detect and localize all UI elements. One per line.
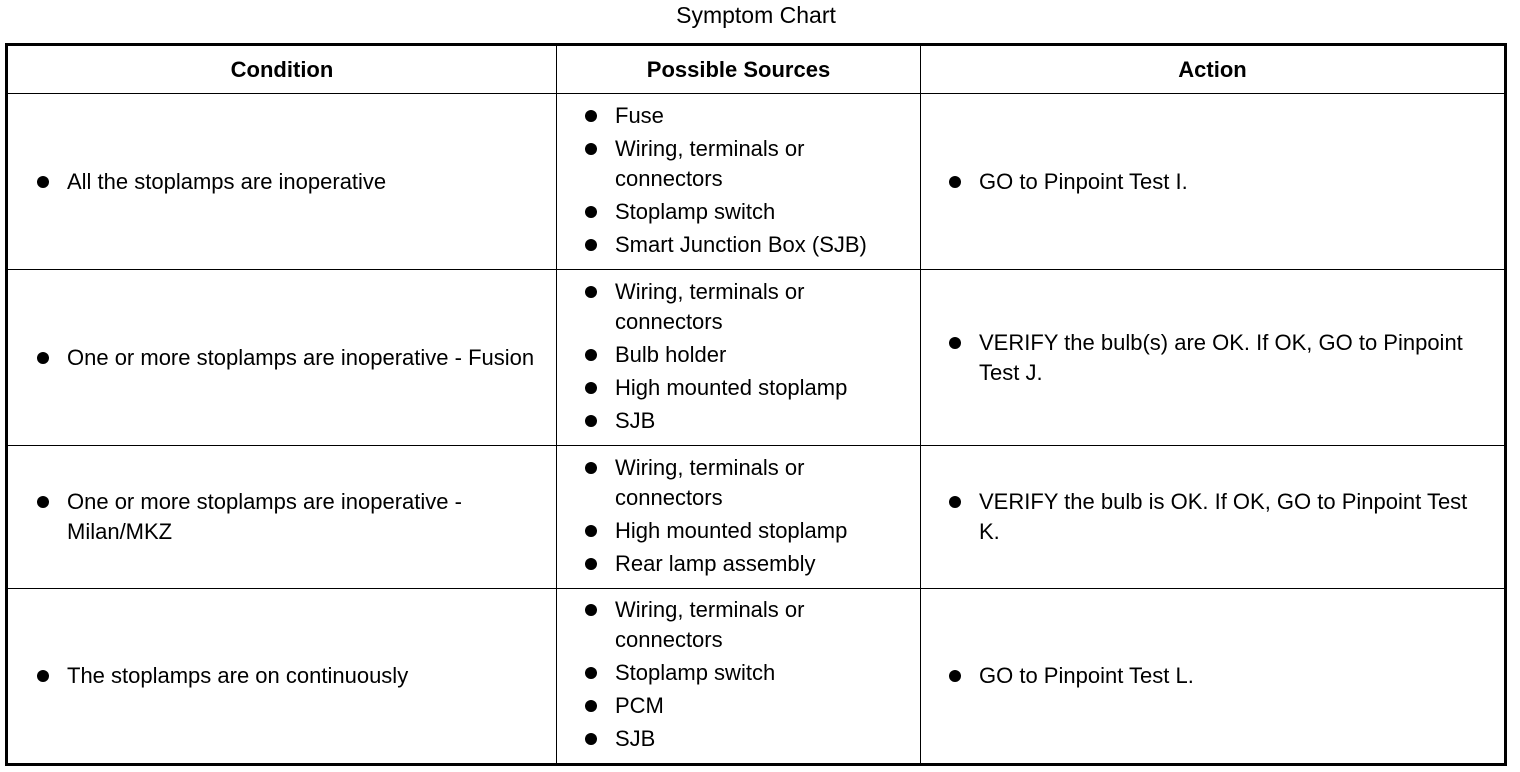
condition-cell [7, 446, 557, 589]
action-cell [921, 94, 1506, 270]
bullet-icon [585, 286, 597, 298]
list-item [67, 167, 536, 197]
condition-text: One or more stoplamps are inoperative - Fusion [67, 344, 535, 370]
source-text: SJB [615, 726, 656, 751]
header-condition: Condition [7, 45, 557, 94]
action-cell [921, 589, 1506, 765]
bullet-icon [949, 496, 961, 508]
table-row [7, 270, 1506, 446]
bullet-icon [37, 496, 49, 508]
list-item [615, 134, 910, 194]
symptom-chart-table [5, 43, 1507, 766]
list-item [67, 343, 536, 373]
condition-text: All the stoplamps are inoperative [67, 168, 387, 194]
header-row [7, 45, 1506, 94]
action-cell [921, 446, 1506, 589]
list-item [615, 453, 910, 513]
chart-title: Symptom Chart [676, 2, 836, 28]
bullet-icon [585, 667, 597, 679]
bullet-icon [585, 525, 597, 537]
table-row [7, 589, 1506, 765]
list-item [615, 101, 910, 131]
source-text: High mounted stoplamp [615, 517, 848, 543]
header-action: Action [921, 45, 1506, 94]
list-item [67, 661, 536, 691]
sources-cell [557, 446, 921, 589]
bullet-icon [949, 176, 961, 188]
bullet-icon [585, 110, 597, 122]
bullet-icon [37, 176, 49, 188]
list-item [979, 661, 1486, 691]
bullet-icon [585, 604, 597, 616]
source-text: Wiring, terminals or connectors [615, 135, 805, 191]
source-text: PCM [615, 693, 664, 718]
bullet-icon [949, 670, 961, 682]
source-text: Fuse [615, 102, 664, 128]
list-item [615, 691, 910, 721]
bullet-icon [37, 670, 49, 682]
action-text: GO to Pinpoint Test I. [979, 168, 1188, 194]
list-item [615, 595, 910, 655]
source-text: Rear lamp assembly [615, 550, 816, 576]
bullet-icon [949, 337, 961, 349]
list-item [615, 406, 910, 436]
source-text: Bulb holder [615, 341, 727, 367]
header-possible-sources: Possible Sources [557, 45, 921, 94]
source-text: SJB [615, 407, 656, 433]
sources-cell [557, 589, 921, 765]
list-item [615, 373, 910, 403]
list-item [615, 516, 910, 546]
condition-text: One or more stoplamps are inoperative - Milan/MKZ [67, 489, 462, 544]
table-row [7, 446, 1506, 589]
sources-cell [557, 94, 921, 270]
sources-cell [557, 270, 921, 446]
source-text: Wiring, terminals or connectors [615, 597, 805, 652]
list-item [615, 230, 910, 260]
condition-text: The stoplamps are on continuously [67, 663, 409, 688]
list-item [615, 340, 910, 370]
table-row [7, 94, 1506, 270]
source-text: Stoplamp switch [615, 198, 776, 224]
action-text: VERIFY the bulb(s) are OK. If OK, GO to Pinpoint Test J. [979, 329, 1463, 385]
list-item [979, 167, 1486, 197]
bullet-icon [585, 462, 597, 474]
bullet-icon [585, 349, 597, 361]
list-item [615, 277, 910, 337]
bullet-icon [585, 206, 597, 218]
bullet-icon [585, 382, 597, 394]
source-text: High mounted stoplamp [615, 374, 848, 400]
list-item [979, 487, 1486, 547]
bullet-icon [37, 352, 49, 364]
bullet-icon [585, 415, 597, 427]
action-text: VERIFY the bulb is OK. If OK, GO to Pinpoint Test K. [979, 489, 1468, 544]
action-text: GO to Pinpoint Test L. [979, 663, 1194, 688]
bullet-icon [585, 558, 597, 570]
action-cell [921, 270, 1506, 446]
list-item [615, 197, 910, 227]
condition-cell [7, 94, 557, 270]
condition-cell [7, 270, 557, 446]
bullet-icon [585, 733, 597, 745]
list-item [615, 549, 910, 579]
bullet-icon [585, 239, 597, 251]
source-text: Wiring, terminals or connectors [615, 278, 805, 334]
bullet-icon [585, 700, 597, 712]
condition-cell [7, 589, 557, 765]
list-item [615, 658, 910, 688]
bullet-icon [585, 143, 597, 155]
source-text: Wiring, terminals or connectors [615, 454, 805, 510]
source-text: Smart Junction Box (SJB) [615, 231, 867, 257]
list-item [979, 328, 1486, 388]
source-text: Stoplamp switch [615, 660, 776, 685]
list-item [67, 487, 536, 547]
list-item [615, 724, 910, 754]
